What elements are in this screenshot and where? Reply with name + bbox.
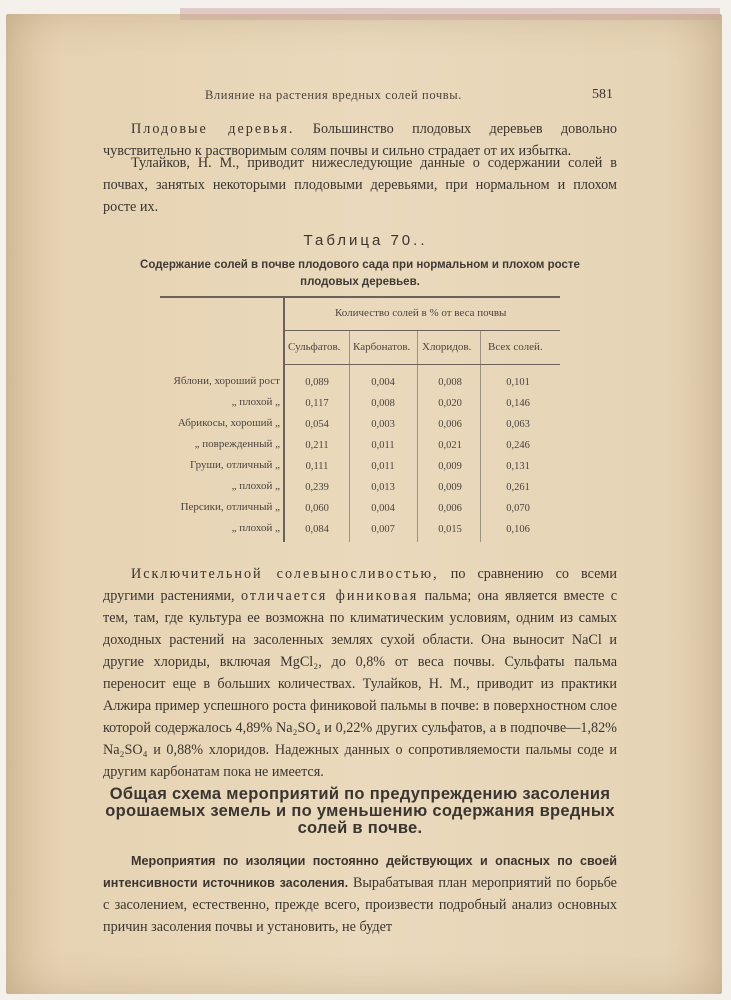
table-cell: 0,211 (305, 440, 329, 451)
table-cell: 0,111 (305, 461, 329, 472)
table-cell: 0,060 (305, 503, 329, 514)
row-label: Груши, отличный „ (190, 459, 280, 471)
table-cell: 0,063 (506, 419, 530, 430)
table-cell: 0,008 (371, 398, 395, 409)
table-cell: 0,004 (371, 377, 395, 388)
row-label: „ поврежденный „ (194, 438, 280, 450)
table-cell: 0,084 (305, 524, 329, 535)
table-cell: 0,020 (438, 398, 462, 409)
table-cell: 0,106 (506, 524, 530, 535)
table-cell: 0,101 (506, 377, 530, 388)
col-header-carbonates: Карбонатов. (353, 341, 411, 353)
term-date-palm: отличается финиковая (240, 588, 419, 604)
table-cell: 0,070 (506, 503, 530, 514)
paragraph-tulaikov: Тулайков, Н. М., приводит нижеследующие данные о содержании солей в почвах, занятых некоторыми плодовыми деревьями, при нормальном и плохом росте их. (103, 155, 617, 215)
row-label: „ плохой „ (231, 522, 280, 534)
table-cell: 0,054 (305, 419, 329, 430)
table-cell: 0,117 (305, 398, 329, 409)
paragraph-measures (103, 850, 617, 938)
table-cell: 0,261 (506, 482, 530, 493)
table-cell: 0,146 (506, 398, 530, 409)
lead-bold-phrase: Мероприятия по изоляции постоянно действующих и опасных по своей интенсивности источников засоления. (103, 854, 617, 890)
paragraph-fruit-trees-text: Большинство плодовых деревьев довольно чувствительно к растворимым солям почвы и сильно страдает от их избытка. (103, 121, 618, 159)
row-label: Абрикосы, хороший „ (177, 417, 280, 429)
paragraph-measures-text: Вырабатывая план мероприятий по борьбе с засолением, естественно, прежде всего, произвести подробный анализ основных причин засоления почвы и установить, не будет (103, 875, 617, 935)
table-cell: 0,015 (438, 524, 462, 535)
table-cell: 0,131 (506, 461, 530, 472)
page-edge-strip (180, 8, 720, 20)
table-cell: 0,011 (371, 461, 395, 472)
running-head-title: Влияние на растения вредных солей почвы. (205, 88, 462, 102)
section-heading: Общая схема мероприятий по предупреждению засоления орошаемых земель и по уменьшению содержания вредных солей в почве. (105, 785, 615, 837)
table-cell: 0,089 (305, 377, 329, 388)
table-cell: 0,011 (371, 440, 395, 451)
row-label: „ плохой „ (231, 396, 280, 408)
paragraph-date-palm-text-2: пальма; она является вместе с тем, там, где культура ее возможна по климатическим условиям, одним из самых доходных растений на засоленных землях сухой области. Она выносит NaCl и другие хлориды, включая MgCl₂, до 0,8% от веса почвы. Сульфаты пальма переносит еще в больших количествах. Тулайков, Н. М., приводит из практики Алжира пример успешного роста финиковой пальмы в почве: в поверхностном слое которой содержалось 4,89% Na₂SO₄ и 0,22% других сульфатов, а в подпочве—1,82% Na₂SO₄ и 0,88% хлоридов. Надежных данных о сопротивляемости пальмы соде и другим карбонатам пока не имеется. (103, 588, 617, 780)
col-header-total: Всех солей. (488, 341, 543, 353)
group-header: Количество солей в % от веса почвы (335, 307, 507, 319)
table-cell: 0,013 (371, 482, 395, 493)
table-cell: 0,009 (438, 461, 462, 472)
table-cell: 0,246 (506, 440, 530, 451)
table-caption: Содержание солей в почве плодового сада при нормальном и плохом росте плодовых деревьев. (140, 259, 580, 288)
row-label: „ плохой „ (231, 480, 280, 492)
running-head (0, 88, 731, 108)
row-label: Яблони, хороший рост (173, 375, 280, 387)
col-header-sulfates: Сульфатов. (288, 341, 341, 353)
table-title: Таблица 70.. (303, 232, 428, 249)
term-fruit-trees: Плодовые деревья. (131, 121, 295, 137)
col-header-chlorides: Хлоридов. (422, 341, 472, 353)
table-cell: 0,239 (305, 482, 329, 493)
table-cell: 0,003 (371, 419, 395, 430)
row-label: Персики, отличный „ (180, 501, 280, 513)
table-cell: 0,007 (371, 524, 395, 535)
table-cell: 0,008 (438, 377, 462, 388)
table-cell: 0,021 (438, 440, 462, 451)
table-cell: 0,004 (371, 503, 395, 514)
term-salt-tolerance: Исключительной солевыносливостью, (131, 566, 439, 582)
page-number: 581 (592, 87, 613, 102)
table-cell: 0,009 (438, 482, 462, 493)
table-cell: 0,006 (438, 419, 462, 430)
table-cell: 0,006 (438, 503, 462, 514)
paragraph-date-palm (103, 563, 617, 783)
paragraph-date-palm-text-1: по сравнению со всеми другими растениями, (103, 566, 617, 604)
